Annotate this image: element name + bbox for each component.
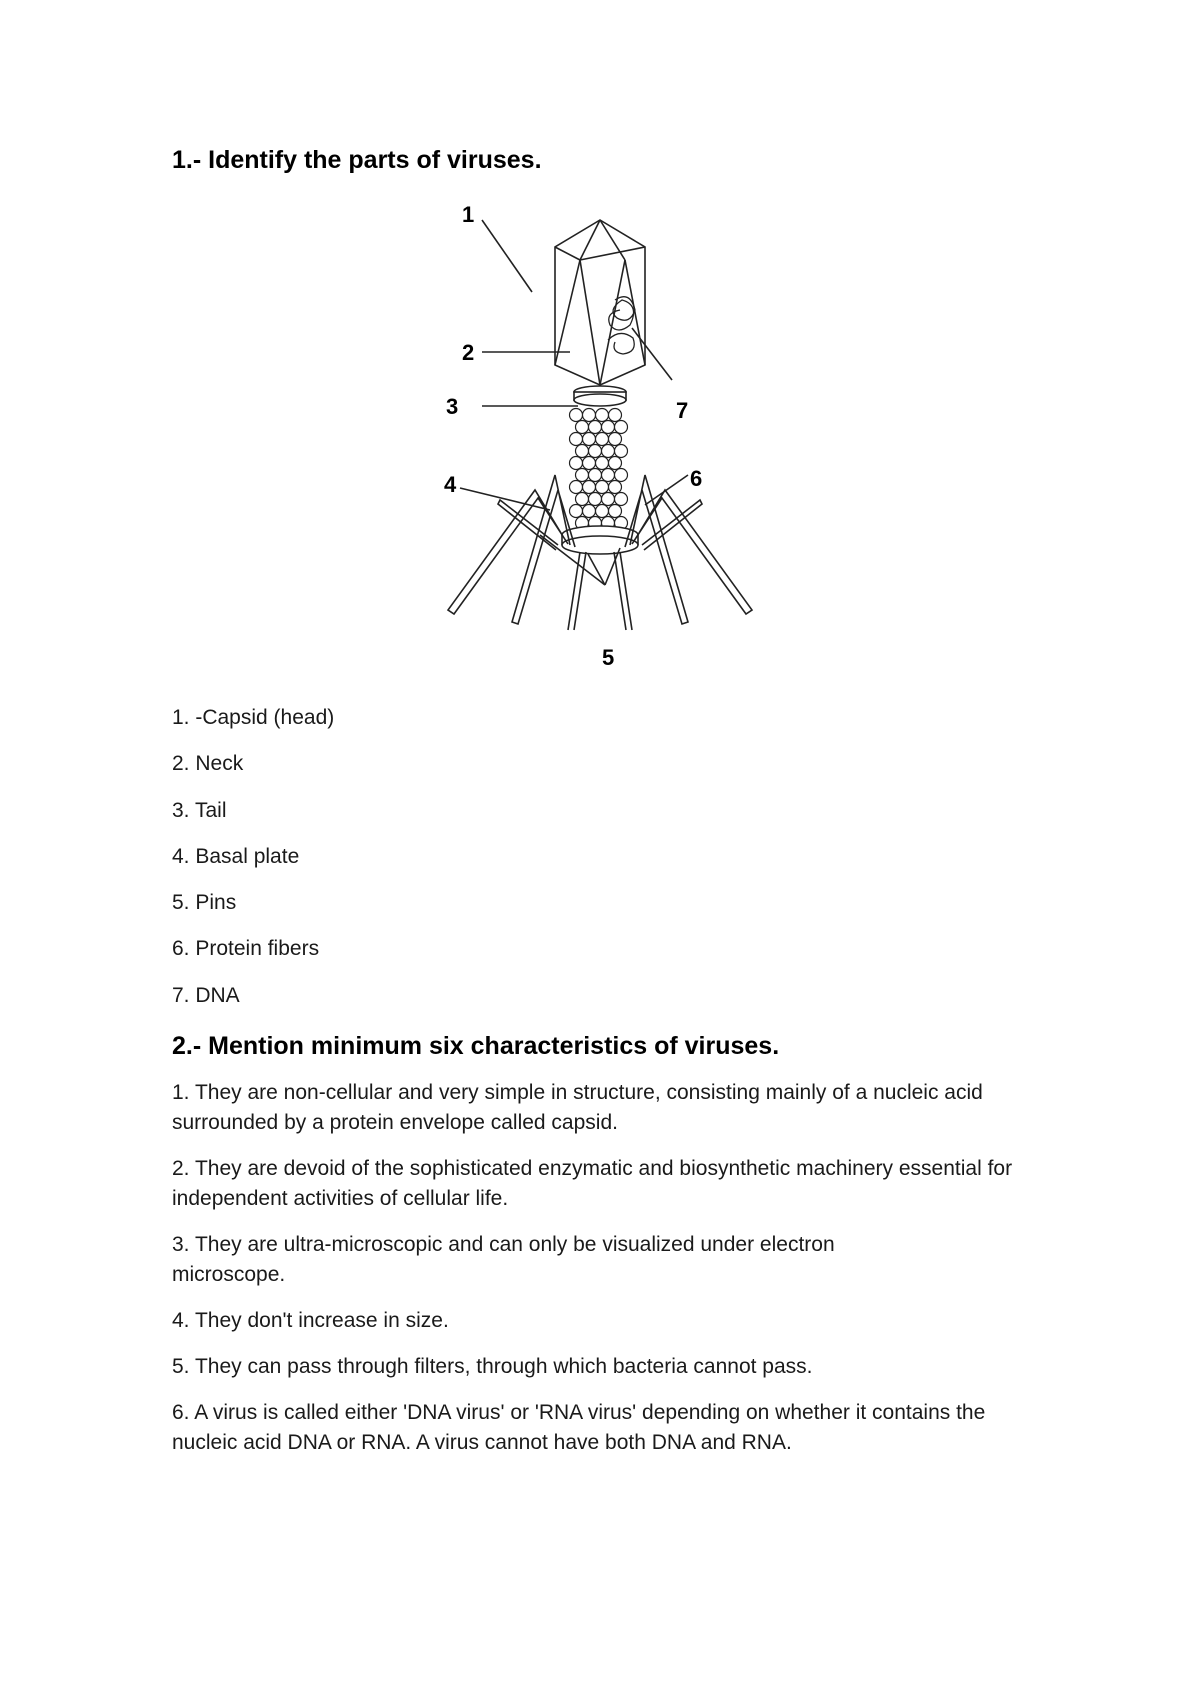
tail-segment (609, 481, 622, 494)
tail-segment (602, 493, 615, 506)
tail-segment (615, 493, 628, 506)
list-item: 1. -Capsid (head) (172, 706, 335, 729)
tail-segment (570, 457, 583, 470)
tail-segment (609, 457, 622, 470)
tail-segment (609, 505, 622, 518)
tail-segment (615, 445, 628, 458)
diagram-label-6: 6 (690, 466, 703, 491)
tail-segment (583, 481, 596, 494)
diagram-label-5: 5 (602, 645, 615, 670)
list-item: 3. They are ultra-microscopic and can only be visualized under electron microscope. (172, 1233, 835, 1286)
tail-segment (589, 445, 602, 458)
tail-segment (615, 421, 628, 434)
tail-segment (589, 469, 602, 482)
list-item: 5. Pins (172, 891, 237, 915)
tail-segment (570, 433, 583, 446)
tail-segment (615, 469, 628, 482)
virus-characteristics-list (172, 1078, 1032, 1474)
tail-segment (596, 409, 609, 422)
bacteriophage-diagram (440, 200, 760, 690)
tail-segment (609, 409, 622, 422)
tail-segment (596, 433, 609, 446)
list-item: 5. They can pass through filters, through which bacteria cannot pass. (172, 1355, 813, 1378)
diagram-label-1: 1 (462, 202, 475, 227)
diagram-label-7: 7 (676, 398, 689, 423)
list-item: 6. Protein fibers (172, 937, 320, 961)
diagram-label-2: 2 (462, 340, 475, 365)
tail-segment (602, 445, 615, 458)
tail-segment (602, 421, 615, 434)
diagram-label-4: 4 (444, 472, 457, 497)
list-item: 6. A virus is called either 'DNA virus' or 'RNA virus' depending on whether it contains the nucleic acid DNA or RNA. A virus cannot have both DNA and RNA. (172, 1401, 986, 1454)
tail-segment (570, 505, 583, 518)
tail-segment (589, 493, 602, 506)
tail-segment (596, 457, 609, 470)
tail-segment (576, 493, 589, 506)
section2-heading: 2.- Mention minimum six characteristics of viruses. (172, 1032, 780, 1060)
list-item: 1. They are non-cellular and very simple in structure, consisting mainly of a nucleic acid surrounded by a protein envelope called capsid. (172, 1081, 983, 1134)
tail-segment (583, 409, 596, 422)
tail-segment (576, 421, 589, 434)
list-item: 2. They are devoid of the sophisticated enzymatic and biosynthetic machinery essential for independent activities of cellular life. (172, 1157, 1013, 1210)
list-item: 4. They don't increase in size. (172, 1309, 449, 1332)
tail-segment (596, 481, 609, 494)
tail-segment (589, 421, 602, 434)
tail-segment (596, 505, 609, 518)
diagram-label-3: 3 (446, 394, 459, 419)
tail-segment (570, 481, 583, 494)
tail-segment (576, 469, 589, 482)
list-item: 4. Basal plate (172, 844, 300, 868)
list-item: 7. DNA (172, 983, 240, 1007)
section1-heading: 1.- Identify the parts of viruses. (172, 146, 542, 174)
tail-segment (583, 457, 596, 470)
virus-parts-list (172, 706, 334, 1030)
list-item: 3. Tail (172, 798, 227, 822)
tail-segment (583, 505, 596, 518)
tail-segment (576, 445, 589, 458)
tail-segment (570, 409, 583, 422)
tail-segment (609, 433, 622, 446)
tail-segment (583, 433, 596, 446)
tail-segment (602, 469, 615, 482)
list-item: 2. Neck (172, 752, 244, 776)
